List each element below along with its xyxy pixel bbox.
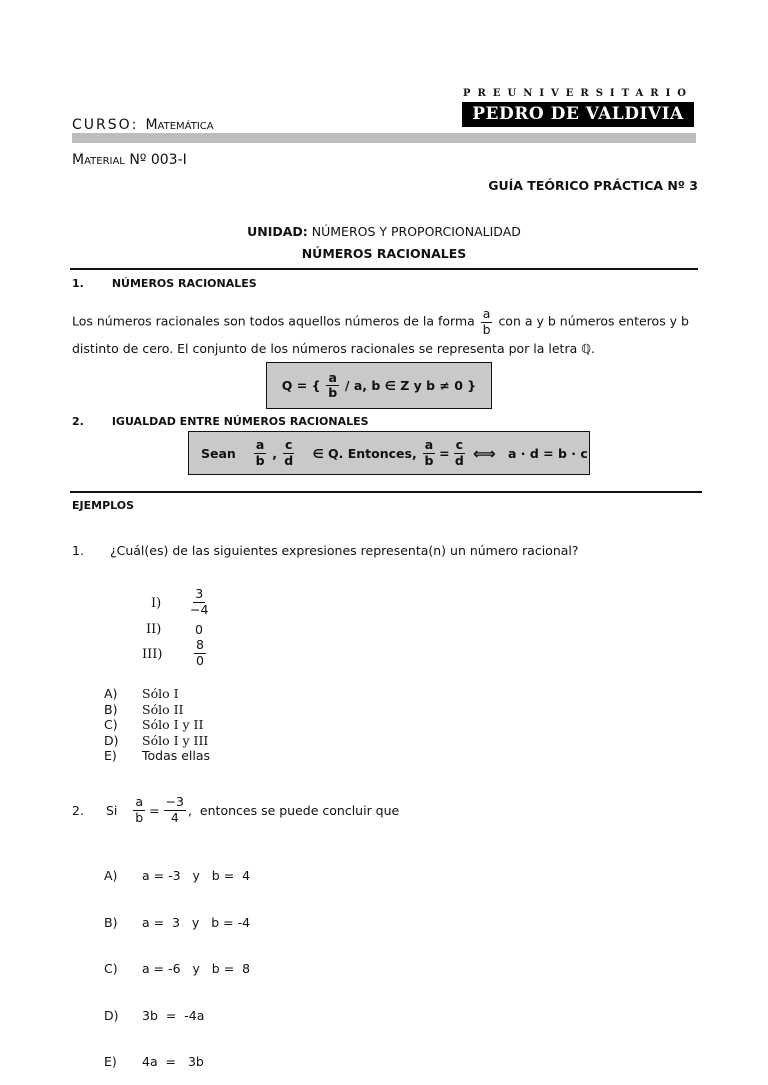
frac-num: a	[255, 437, 265, 452]
section1-paragraph-line1	[72, 308, 689, 336]
question-1	[72, 543, 579, 558]
question-1-number: 1.	[72, 543, 84, 558]
section1-paragraph-line2: distinto de cero. El conjunto de los números racionales se representa por la letra ℚ.	[72, 341, 596, 356]
unit-label: UNIDAD:	[247, 224, 308, 239]
curso-value: Matemática	[145, 117, 214, 133]
option-letter: D)	[104, 1007, 119, 1023]
q1-option-a[interactable]	[104, 686, 210, 702]
iff-arrow: ⟺	[473, 443, 496, 463]
frac-den: −4	[190, 601, 209, 617]
logo	[462, 88, 694, 127]
material-number: Material Nº 003-I	[72, 152, 187, 168]
equality-box	[188, 431, 590, 475]
set-right: / a, b ∈ Z y b ≠ 0 }	[344, 378, 477, 393]
option-letter: C)	[104, 717, 118, 732]
question-1-options	[104, 686, 210, 764]
q2-option-b[interactable]	[104, 915, 250, 931]
examples-rule	[70, 491, 702, 493]
equality-fraction-4	[454, 439, 465, 467]
unit-value: NÚMEROS Y PROPORCIONALIDAD	[311, 224, 521, 239]
option-letter: B)	[104, 914, 118, 930]
equality-result: a · d = b · c	[507, 445, 588, 461]
option-text: a = -6 y b = 8	[142, 961, 251, 976]
frac-num: 8	[196, 637, 204, 652]
frac-den: b	[482, 321, 491, 337]
set-fraction	[326, 369, 338, 400]
question-2-number: 2.	[72, 802, 84, 818]
q1-option-e[interactable]	[104, 748, 210, 764]
q2-option-e[interactable]	[104, 1054, 250, 1070]
question-2-text: , entonces se puede concluir que	[188, 802, 400, 818]
section2-heading	[72, 415, 369, 428]
equality-fraction-2	[283, 439, 294, 467]
question-2	[72, 796, 399, 824]
section1-title: NÚMEROS RACIONALES	[111, 277, 257, 290]
option-letter: A)	[104, 686, 118, 701]
option-text: a = 3 y b = -4	[142, 914, 251, 930]
q2-fraction-2	[164, 796, 186, 824]
course-heading	[72, 114, 214, 133]
option-letter: A)	[104, 868, 118, 883]
option-text: Sólo II	[142, 701, 184, 717]
q1-item-1-fraction	[190, 588, 208, 616]
q1-item-2-label: II)	[146, 622, 162, 637]
set-left: Q = {	[281, 378, 321, 393]
unit-line	[0, 224, 768, 239]
equality-fraction-1	[254, 439, 266, 467]
option-letter: B)	[104, 701, 118, 717]
q2-option-d[interactable]	[104, 1008, 250, 1024]
frac-den: b	[135, 809, 144, 825]
section2-number: 2.	[72, 415, 84, 428]
frac-num: −3	[165, 794, 185, 809]
q2-option-c[interactable]	[104, 961, 250, 977]
q2-option-a[interactable]	[104, 868, 250, 884]
in-q-text: ∈ Q. Entonces,	[312, 445, 417, 461]
header-rule	[72, 133, 696, 143]
frac-num: c	[455, 437, 464, 452]
fraction-a-over-b	[481, 308, 493, 336]
frac-den: 4	[170, 809, 179, 825]
q1-item-3-fraction	[194, 639, 206, 667]
section1-text-before: Los números racionales son todos aquellos números de la forma	[72, 313, 475, 329]
guide-title: GUÍA TEÓRICO PRÁCTICA Nº 3	[488, 178, 698, 193]
frac-num: c	[285, 437, 293, 452]
curso-colon: :	[131, 117, 137, 133]
equality-fraction-3	[423, 439, 435, 467]
q1-item-1-label: I)	[151, 596, 162, 611]
option-text: Sólo I y II	[142, 717, 204, 732]
frac-num: a	[135, 794, 144, 809]
frac-num: a	[424, 437, 434, 452]
frac-den: 0	[196, 652, 204, 668]
option-text: a = -3 y b = 4	[142, 868, 251, 883]
logo-main-text: PEDRO DE VALDIVIA	[462, 102, 694, 127]
q1-option-b[interactable]	[104, 702, 210, 718]
option-letter: D)	[104, 732, 119, 748]
option-text: 3b = -4a	[142, 1007, 205, 1023]
frac-den: d	[284, 452, 294, 468]
section2-title: IGUALDAD ENTRE NÚMEROS RACIONALES	[111, 415, 369, 428]
option-text: Sólo I	[142, 686, 179, 701]
q1-item-3-label: III)	[142, 647, 163, 662]
option-text: Todas ellas	[142, 748, 211, 763]
frac-num: 3	[195, 586, 204, 601]
curso-label: CURSO	[72, 117, 132, 133]
frac-den: d	[454, 452, 464, 468]
rational-set-box	[266, 362, 492, 409]
option-letter: E)	[104, 748, 117, 763]
unit-subtitle: NÚMEROS RACIONALES	[301, 246, 467, 261]
examples-heading: EJEMPLOS	[72, 499, 135, 512]
frac-num: a	[328, 369, 337, 385]
equals-sign: =	[439, 445, 450, 461]
logo-top-text: PREUNIVERSITARIO	[463, 88, 693, 99]
q1-option-c[interactable]	[104, 717, 210, 733]
section-rule	[70, 268, 698, 270]
question-1-text: ¿Cuál(es) de las siguientes expresiones representa(n) un número racional?	[109, 543, 579, 558]
option-letter: C)	[104, 961, 118, 976]
q1-item-2-value: 0	[195, 622, 203, 637]
sean-label: Sean	[201, 445, 236, 461]
frac-den: b	[328, 385, 338, 400]
frac-den: b	[255, 452, 265, 468]
frac-den: b	[424, 452, 434, 468]
question-2-si: Si	[106, 802, 118, 818]
section1-heading	[72, 277, 257, 290]
option-letter: E)	[104, 1054, 117, 1069]
section1-number: 1.	[72, 277, 84, 290]
section1-text-after: con a y b números enteros y b	[498, 313, 689, 329]
q2-fraction-1	[133, 796, 145, 824]
option-text: 4a = 3b	[142, 1054, 204, 1069]
comma: ,	[272, 445, 278, 461]
question-2-options	[104, 837, 250, 1085]
q1-option-d[interactable]	[104, 733, 210, 749]
option-text: Sólo I y III	[142, 732, 209, 748]
q2-equals: =	[149, 802, 160, 818]
frac-num: a	[482, 306, 491, 321]
